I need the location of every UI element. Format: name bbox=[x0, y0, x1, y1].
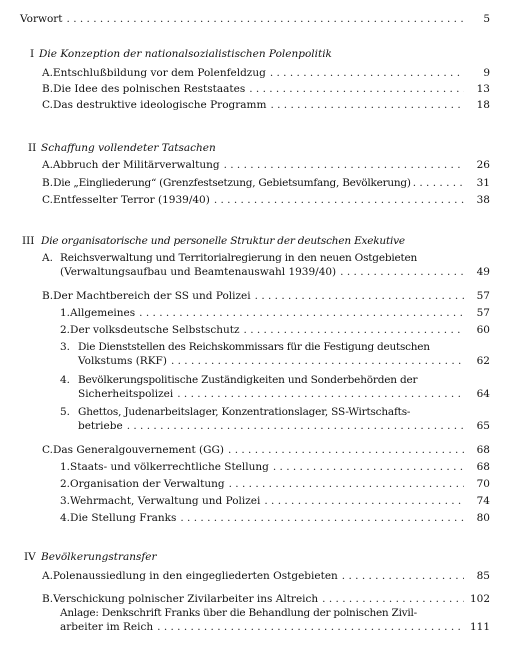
entry-label: A. bbox=[42, 159, 53, 171]
entry-text-line2: Sicherheitspolizei bbox=[78, 387, 174, 400]
page-number: 9 bbox=[483, 67, 490, 79]
page-number: 49 bbox=[476, 265, 490, 278]
entry-label: 5. bbox=[60, 406, 71, 418]
leader-dots bbox=[413, 177, 466, 190]
leader-dots bbox=[322, 593, 464, 606]
page-number: 74 bbox=[476, 495, 490, 507]
leader-dots bbox=[171, 355, 464, 369]
leader-dots bbox=[249, 83, 464, 96]
entry-label: A. bbox=[42, 252, 53, 264]
leader-dots bbox=[264, 495, 464, 508]
entry-text: Entfesselter Terror (1939/40) bbox=[53, 194, 210, 206]
section-number: I bbox=[30, 48, 35, 60]
entry-text-line2: betriebe bbox=[78, 419, 123, 432]
leader-dots bbox=[273, 461, 464, 474]
entry-label: B. bbox=[42, 593, 54, 605]
page-number: 102 bbox=[469, 593, 490, 605]
page-number: 13 bbox=[476, 83, 490, 95]
leader-dots bbox=[127, 420, 464, 434]
toc-entry bbox=[42, 159, 490, 172]
toc-subentry-multiline bbox=[60, 374, 490, 401]
page-number: 57 bbox=[476, 290, 490, 302]
entry-text: Allgemeines bbox=[70, 307, 136, 319]
entry-text-line1: Bevölkerungspolitische Zuständigkeiten und Sonderbehörden der bbox=[78, 374, 418, 386]
entry-label: 2. bbox=[60, 324, 71, 336]
entry-text-line1: Reichsverwaltung und Territorialregierung in den neuen Ostgebieten bbox=[60, 252, 418, 264]
entry-label: 1. bbox=[60, 461, 71, 473]
entry-text-line1: Ghettos, Judenarbeitslager, Konzentrationslager, SS-Wirtschafts- bbox=[78, 406, 411, 418]
leader-dots bbox=[270, 99, 464, 112]
leader-dots bbox=[244, 324, 464, 337]
entry-text-line1: Die Dienststellen des Reichskommissars für die Festigung deutschen bbox=[78, 341, 430, 353]
page-number: 18 bbox=[476, 99, 490, 111]
entry-text-line2: Volkstums (RKF) bbox=[78, 354, 167, 367]
page-number: 65 bbox=[476, 419, 490, 432]
toc-subentry bbox=[60, 512, 490, 525]
toc-entry bbox=[42, 83, 490, 96]
entry-label: A. bbox=[42, 570, 53, 582]
entry-text: Der volksdeutsche Selbstschutz bbox=[70, 324, 240, 336]
entry-label: 3. bbox=[60, 495, 71, 507]
entry-text: Polenaussiedlung in den eingegliederten Ostgebieten bbox=[52, 570, 338, 582]
entry-text: Staats- und völkerrechtliche Stellung bbox=[70, 461, 269, 473]
leader-dots bbox=[214, 194, 464, 207]
entry-text-line2: (Verwaltungsaufbau und Beamtenauswahl 1939/40) bbox=[60, 265, 337, 278]
page-number: 70 bbox=[476, 478, 490, 490]
leader-dots bbox=[255, 290, 464, 303]
entry-text: Die „Eingliederung“ (Grenzfestsetzung, Gebietsumfang, Bevölkerung) bbox=[53, 177, 411, 189]
section-number: IV bbox=[24, 551, 36, 563]
page-number: 60 bbox=[476, 324, 490, 336]
entry-text: Der Machtbereich der SS und Polizei bbox=[53, 290, 251, 302]
leader-dots bbox=[157, 621, 464, 635]
toc-subentry bbox=[60, 495, 490, 508]
toc-subentry-multiline bbox=[60, 341, 490, 368]
entry-text: Das destruktive ideologische Programm bbox=[53, 99, 267, 111]
toc-entry bbox=[42, 67, 490, 80]
page-number: 111 bbox=[469, 620, 490, 633]
page-number: 31 bbox=[476, 177, 490, 189]
toc-entry bbox=[42, 99, 490, 112]
page-number: 38 bbox=[476, 194, 490, 206]
leader-dots bbox=[67, 13, 464, 26]
leader-dots bbox=[224, 159, 464, 172]
entry-label: C. bbox=[42, 194, 53, 206]
entry-label: 3. bbox=[60, 341, 71, 353]
entry-label: 1. bbox=[60, 307, 71, 319]
leader-dots bbox=[270, 67, 464, 80]
toc-entry bbox=[42, 444, 490, 457]
toc-subentry-multiline bbox=[60, 406, 490, 433]
annex-line2: arbeiter im Reich bbox=[60, 620, 154, 633]
entry-label: B. bbox=[42, 290, 54, 302]
entry-text: Das Generalgouvernement (GG) bbox=[53, 444, 225, 456]
toc-subentry bbox=[60, 307, 490, 320]
toc-entry-vorwort bbox=[20, 13, 490, 26]
entry-label: A. bbox=[42, 67, 53, 79]
leader-dots bbox=[229, 478, 464, 491]
entry-title: Vorwort bbox=[20, 13, 63, 25]
page-number: 85 bbox=[476, 570, 490, 582]
entry-label: B. bbox=[42, 177, 54, 189]
leader-dots bbox=[228, 444, 464, 457]
entry-label: 2. bbox=[60, 478, 71, 490]
toc-subentry bbox=[60, 478, 490, 491]
entry-label: C. bbox=[42, 99, 53, 111]
entry-text: Entschlußbildung vor dem Polenfeldzug bbox=[52, 67, 266, 79]
section-number: III bbox=[22, 235, 35, 247]
toc-entry bbox=[42, 290, 490, 303]
page-number: 64 bbox=[476, 387, 490, 400]
page-number: 68 bbox=[476, 461, 490, 473]
toc-entry bbox=[42, 177, 490, 190]
entry-text: Organisation der Verwaltung bbox=[70, 478, 225, 490]
section-title: Die organisatorische und personelle Struktur der deutschen Exekutive bbox=[41, 235, 405, 247]
leader-dots bbox=[180, 512, 464, 525]
leader-dots bbox=[177, 388, 464, 402]
page-number: 26 bbox=[476, 159, 490, 171]
toc-entry bbox=[42, 593, 490, 606]
page-number: 57 bbox=[476, 307, 490, 319]
entry-label: 4. bbox=[60, 512, 71, 524]
leader-dots bbox=[342, 570, 464, 583]
entry-text: Wehrmacht, Verwaltung und Polizei bbox=[70, 495, 261, 507]
toc-entry bbox=[42, 570, 490, 583]
page-number: 62 bbox=[476, 354, 490, 367]
entry-text: Verschickung polnischer Zivilarbeiter ins Altreich bbox=[53, 593, 319, 605]
entry-label: B. bbox=[42, 83, 54, 95]
section-title: Die Konzeption der nationalsozialistischen Polenpolitik bbox=[39, 48, 332, 60]
leader-dots bbox=[340, 266, 464, 280]
page-number: 80 bbox=[476, 512, 490, 524]
page-number: 68 bbox=[476, 444, 490, 456]
entry-label: C. bbox=[42, 444, 53, 456]
entry-label: 4. bbox=[60, 374, 71, 386]
section-title: Schaffung vollendeter Tatsachen bbox=[41, 142, 216, 154]
toc-subentry bbox=[60, 324, 490, 337]
leader-dots bbox=[139, 307, 464, 320]
section-title: Bevölkerungstransfer bbox=[41, 551, 157, 563]
section-number: II bbox=[28, 142, 37, 154]
entry-text: Abbruch der Militärverwaltung bbox=[52, 159, 220, 171]
entry-text: Die Idee des polnischen Reststaates bbox=[53, 83, 246, 95]
toc-subentry bbox=[60, 461, 490, 474]
toc-annex-entry bbox=[60, 607, 490, 634]
annex-line1: Anlage: Denkschrift Franks über die Behandlung der polnischen Zivil- bbox=[60, 607, 417, 619]
toc-entry bbox=[42, 194, 490, 207]
page-number: 5 bbox=[483, 13, 490, 25]
toc-entry-multiline bbox=[42, 252, 490, 279]
entry-text: Die Stellung Franks bbox=[70, 512, 177, 524]
